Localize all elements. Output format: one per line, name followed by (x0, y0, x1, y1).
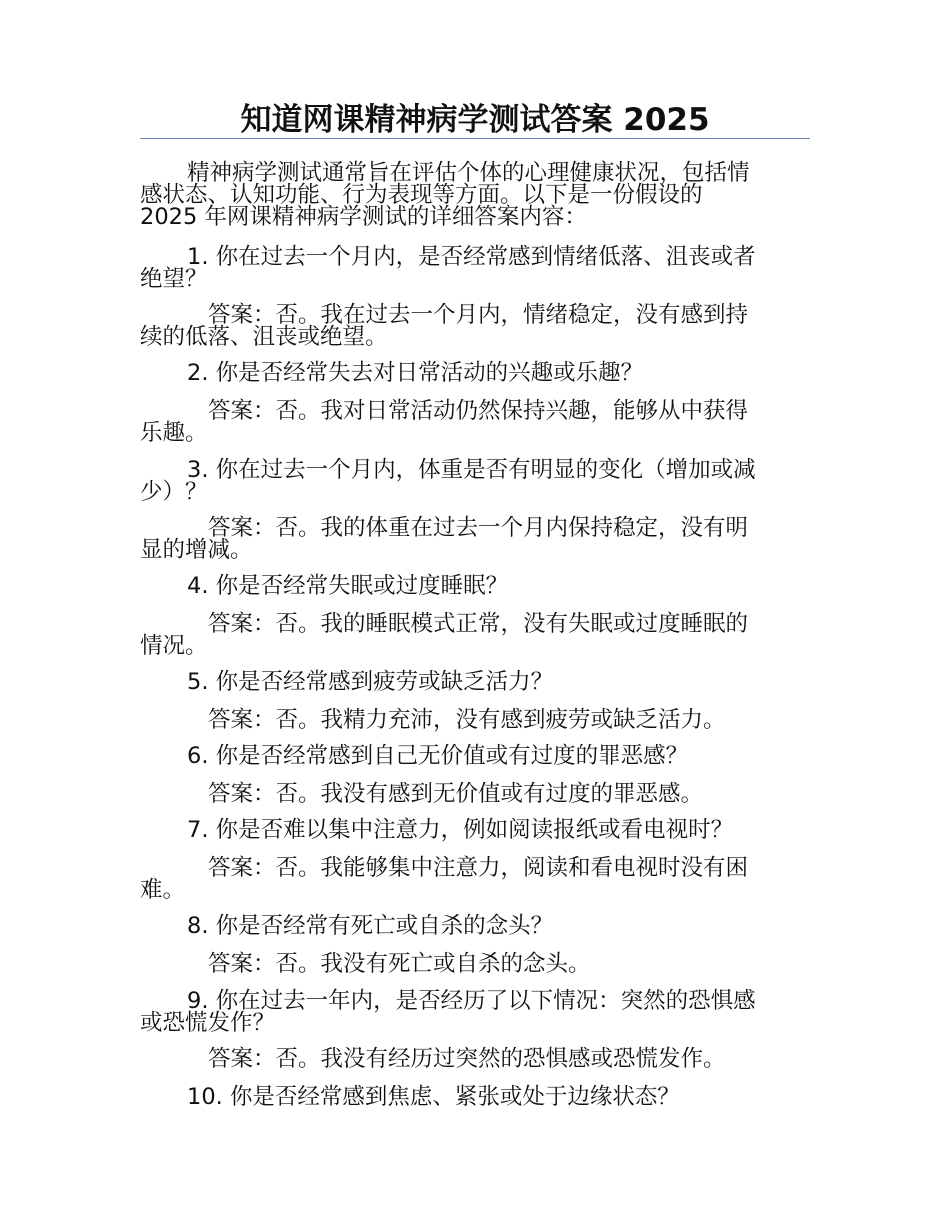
answer-8 (140, 953, 810, 975)
intro-line: 精神病学测试通常旨在评估个体的心理健康状况，包括情 (187, 160, 750, 186)
answer-line: 答案：否。我对日常活动仍然保持兴趣，能够从中获得 (208, 398, 749, 424)
question-7 (140, 819, 810, 841)
question-line: 7. 你是否难以集中注意力，例如阅读报纸或看电视时？ (187, 817, 734, 843)
answer-line: 答案：否。我能够集中注意力，阅读和看电视时没有困 (208, 855, 749, 881)
answer-5 (140, 709, 810, 731)
question-line: 10. 你是否经常感到焦虑、紧张或处于边缘状态？ (187, 1084, 680, 1110)
answer-line: 显的增减。 (140, 537, 253, 563)
question-2 (140, 362, 810, 384)
answer-line: 答案：否。我没有死亡或自杀的念头。 (208, 951, 591, 977)
question-line: 4. 你是否经常失眠或过度睡眠？ (187, 573, 509, 599)
answer-7 (140, 857, 810, 901)
question-10 (140, 1086, 810, 1108)
answer-line: 答案：否。我的睡眠模式正常，没有失眠或过度睡眠的 (208, 611, 749, 637)
answer-line: 答案：否。我精力充沛，没有感到疲劳或缺乏活力。 (208, 707, 726, 733)
answer-line: 答案：否。我在过去一个月内，情绪稳定，没有感到持 (208, 302, 749, 328)
document-title: 知道网课精神病学测试答案 2025 (240, 102, 710, 138)
question-line: 9. 你在过去一年内，是否经历了以下情况：突然的恐惧感 (187, 988, 756, 1014)
answer-line: 乐趣。 (140, 420, 208, 446)
question-9 (140, 990, 810, 1034)
intro-line: 感状态、认知功能、行为表现等方面。以下是一份假设的 (140, 182, 703, 208)
answer-1 (140, 304, 810, 348)
answer-3 (140, 517, 810, 561)
question-3 (140, 459, 810, 503)
intro-paragraph (140, 162, 810, 228)
answer-2 (140, 400, 810, 444)
question-line: 1. 你在过去一个月内，是否经常感到情绪低落、沮丧或者 (187, 244, 756, 270)
answer-line: 答案：否。我没有感到无价值或有过度的罪恶感。 (208, 781, 704, 807)
question-line: 2. 你是否经常失去对日常活动的兴趣或乐趣？ (187, 360, 644, 386)
answer-line: 情况。 (140, 633, 208, 659)
title-underline (140, 138, 810, 139)
answer-line: 答案：否。我的体重在过去一个月内保持稳定，没有明 (208, 515, 749, 541)
answer-4 (140, 613, 810, 657)
answer-9 (140, 1048, 810, 1070)
question-line: 或恐慌发作？ (140, 1010, 276, 1036)
answer-line: 答案：否。我没有经历过突然的恐惧感或恐慌发作。 (208, 1046, 726, 1072)
question-line: 绝望？ (140, 266, 208, 292)
question-6 (140, 745, 810, 767)
intro-line: 2025 年网课精神病学测试的详细答案内容： (140, 204, 587, 230)
question-5 (140, 671, 810, 693)
answer-6 (140, 783, 810, 805)
question-line: 少）？ (140, 479, 208, 505)
question-1 (140, 246, 810, 290)
answer-line: 难。 (140, 877, 186, 903)
question-4 (140, 575, 810, 597)
question-line: 3. 你在过去一个月内，体重是否有明显的变化（增加或减 (187, 457, 756, 483)
question-line: 8. 你是否经常有死亡或自杀的念头？ (187, 913, 554, 939)
question-line: 5. 你是否经常感到疲劳或缺乏活力？ (187, 669, 554, 695)
answer-line: 续的低落、沮丧或绝望。 (140, 324, 388, 350)
question-line: 6. 你是否经常感到自己无价值或有过度的罪恶感？ (187, 743, 689, 769)
question-8 (140, 915, 810, 937)
